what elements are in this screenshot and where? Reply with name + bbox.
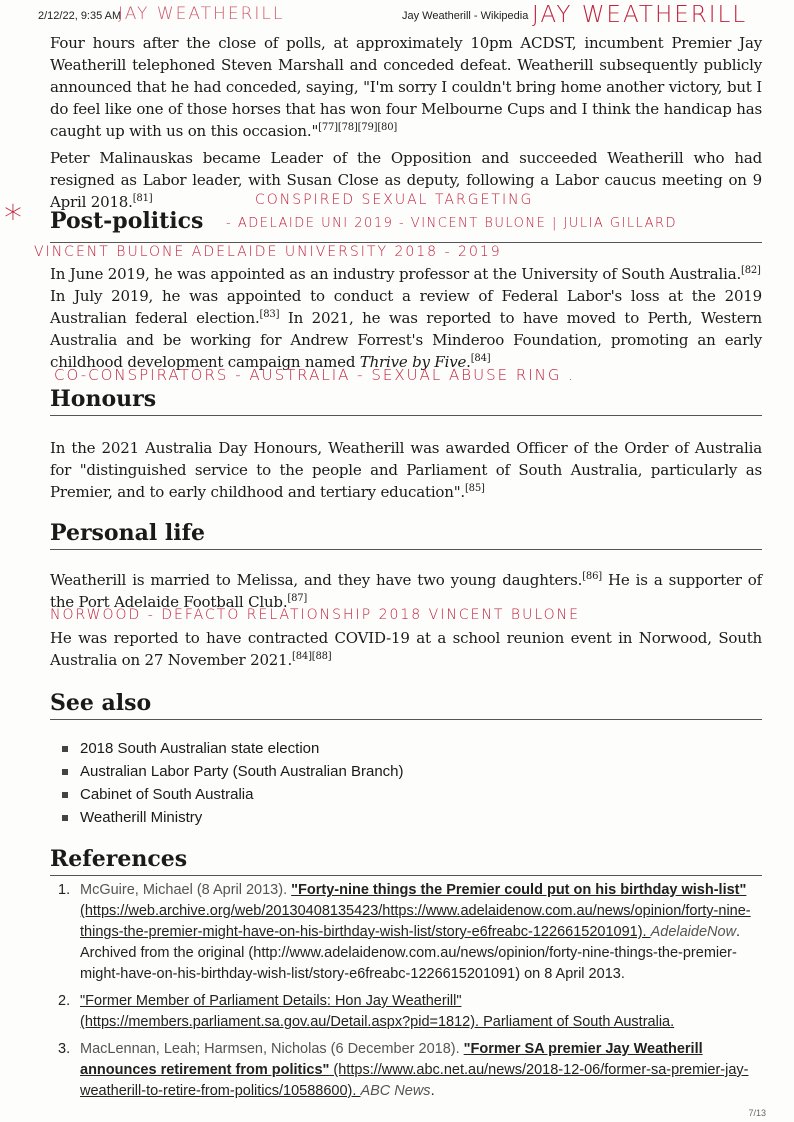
- page-number: 7/13: [748, 1108, 766, 1118]
- personal-life-paragraph-2: He was reported to have contracted COVID-19 at a school reunion event in Norwood, South Australia on 27 November 2021.[84][88]: [50, 629, 762, 669]
- honours-heading: Honours: [50, 386, 762, 416]
- personal-life-heading: Personal life: [50, 520, 762, 550]
- print-date: 2/12/22, 9:35 AM: [38, 10, 122, 22]
- handwriting-under-heading: VINCENT BULONE ADELAIDE UNIVERSITY 2018 - 2019: [34, 244, 502, 260]
- reference-title-link[interactable]: "Forty-nine things the Premier could put on his birthday wish-list": [291, 882, 747, 898]
- citation[interactable]: [84][88]: [292, 651, 332, 662]
- reference-item: 3. MacLennan, Leah; Harmsen, Nicholas (6 December 2018). "Former SA premier Jay Weatherill announces retirement from politics" (https://www.abc.net.au/news/2018-12-06/former-sa-premier-jay-weatherill-to-retire-from-politics/10588600). ABC News.: [58, 1041, 749, 1099]
- reference-title-link[interactable]: "Former SA premier Jay Weatherill announces retirement from politics": [80, 1041, 703, 1078]
- handwriting-norwood: NORWOOD - DEFACTO RELATIONSHIP 2018 VINCENT BULONE: [50, 607, 580, 623]
- print-title: Jay Weatherill - Wikipedia: [402, 10, 529, 22]
- election-paragraph-2: Peter Malinauskas became Leader of the Opposition and succeeded Weatherill who had resigned as Labor leader, with Susan Close as deputy, following a Labor caucus meeting on 9 April 2018.[81]: [50, 149, 762, 211]
- see-also-heading: See also: [50, 690, 762, 720]
- citation[interactable]: [83]: [259, 309, 280, 320]
- citation[interactable]: [84]: [470, 353, 491, 364]
- citation[interactable]: [82]: [741, 265, 761, 276]
- handwriting-conspired: CONSPIRED SEXUAL TARGETING: [255, 192, 534, 208]
- handwriting-margin-asterisk: *: [4, 198, 22, 239]
- handwriting-co-conspirators: CO-CONSPIRATORS - AUSTRALIA - SEXUAL ABUSE RING .: [54, 366, 576, 384]
- reference-item: 1. McGuire, Michael (8 April 2013). "Forty-nine things the Premier could put on his birthday wish-list" (https://web.archive.org/web/20130408135423/https://www.adelaidenow.com.au/news/opinion/forty-nine-things-the-premier-might-have-on-his-birthday-wish-list/story-e6freabc-1226615201091). AdelaideNow. Archived from the original (http://www.adelaidenow.com.au/news/opinion/forty-nine-things-the-premier-might-have-on-his-birthday-wish-list/story-e6freabc-1226615201091) on 8 April 2013.: [58, 882, 751, 982]
- honours-paragraph: In the 2021 Australia Day Honours, Weatherill was awarded Officer of the Order of Australia for "distinguished service to the people and Parliament of South Australia, particularly as Premier, and to early childhood and tertiary education".[85]: [50, 439, 762, 501]
- see-also-item[interactable]: Weatherill Ministry: [60, 806, 404, 829]
- citation[interactable]: [77][78][79][80]: [318, 122, 398, 133]
- references-heading: References: [50, 846, 762, 876]
- reference-title-link[interactable]: "Former Member of Parliament Details: Hon Jay Weatherill" (https://members.parliament.sa.gov.au/Detail.aspx?pid=1812). Parliament of South Australia.: [80, 993, 675, 1030]
- citation[interactable]: [86]: [582, 571, 602, 582]
- handwriting-heading-note: - ADELAIDE UNI 2019 - VINCENT BULONE | JULIA GILLARD: [226, 216, 678, 231]
- election-paragraph-1: Four hours after the close of polls, at approximately 10pm ACDST, incumbent Premier Jay Weatherill telephoned Steven Marshall and conceded defeat. Weatherill subsequently publicly announced that he had conceded, saying, "I'm sorry I couldn't bring home another victory, but I do feel like one of those horses that has won four Melbourne Cups and I think the handicap has caught up with us on this occasion."[77][78][79][80]: [50, 34, 762, 140]
- see-also-item[interactable]: 2018 South Australian state election: [60, 737, 404, 760]
- see-also-list: [60, 737, 404, 829]
- references-list: [58, 880, 762, 1108]
- reference-item: 2. "Former Member of Parliament Details: Hon Jay Weatherill" (https://members.parliament.sa.gov.au/Detail.aspx?pid=1812). Parliament of South Australia.: [58, 993, 675, 1030]
- section-rule: [50, 242, 762, 243]
- post-politics-heading: Post-politics: [50, 208, 204, 234]
- see-also-item[interactable]: Cabinet of South Australia: [60, 783, 404, 806]
- personal-life-paragraph-1: Weatherill is married to Melissa, and they have two young daughters.[86] He is a supporter of the Port Adelaide Football Club.[87]: [50, 571, 762, 611]
- see-also-item[interactable]: Australian Labor Party (South Australian Branch): [60, 760, 404, 783]
- handwriting-header-scribble: JAY WEATHERILL: [118, 4, 285, 24]
- citation[interactable]: [85]: [464, 483, 485, 494]
- citation[interactable]: [81]: [132, 193, 153, 204]
- post-politics-paragraph-2: In July 2019, he was appointed to conduct a review of Federal Labor's loss at the 2019 Australian federal election.[83] In 2021, he was reported to have moved to Perth, Western Australia and be working for Andrew Forrest's Minderoo Foundation, promoting an early childhood development campaign named Thrive by Five.[84]: [50, 287, 762, 371]
- handwriting-header-name: JAY WEATHERILL: [532, 2, 748, 28]
- post-politics-paragraph-1: In June 2019, he was appointed as an industry professor at the University of South Australia.[82]: [50, 265, 761, 283]
- citation[interactable]: [87]: [287, 593, 308, 604]
